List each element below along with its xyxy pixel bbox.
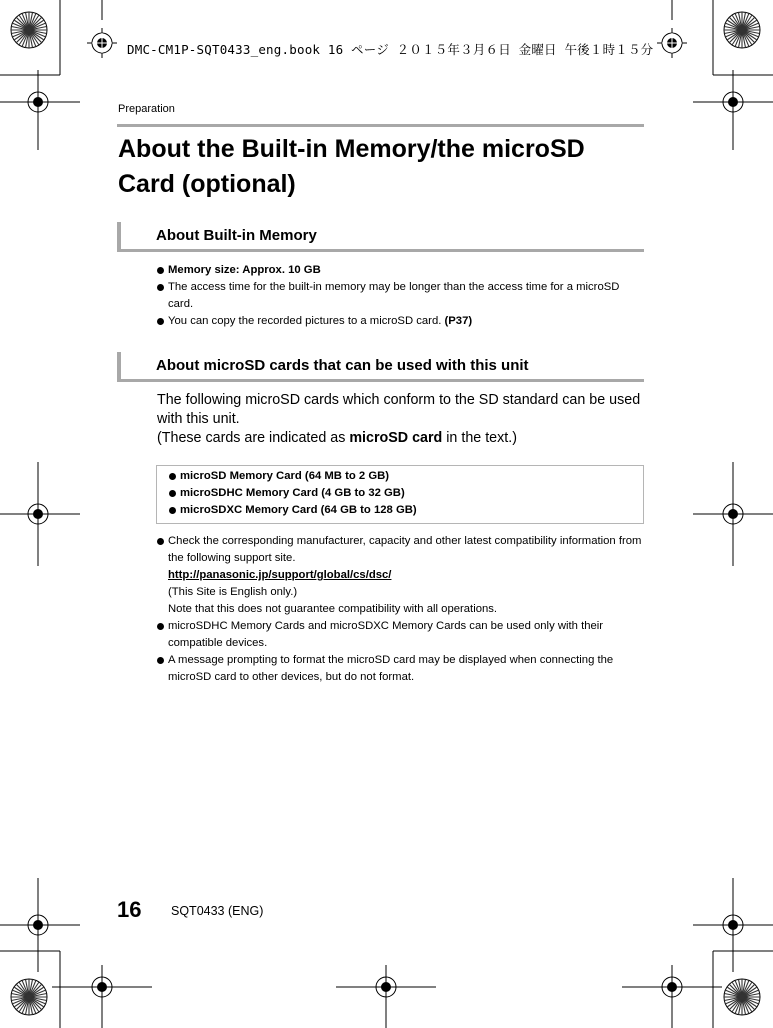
microsd-intro — [157, 391, 647, 448]
document-code: SQT0433 (ENG) — [171, 904, 264, 918]
page-title: About the Built-in Memory/the microSD Card (optional) — [118, 135, 585, 198]
list-item — [169, 468, 417, 485]
list-item — [157, 533, 647, 618]
copy-pictures-text: You can copy the recorded pictures to a microSD card. — [168, 315, 442, 327]
print-header: DMC-CM1P-SQT0433_eng.book 16 ページ ２０１５年３月６日 金曜日 午後１時１５分 — [127, 42, 654, 57]
card-types-list — [169, 468, 417, 519]
site-language-note: (This Site is English only.) — [168, 586, 298, 598]
list-item — [157, 262, 627, 279]
list-item — [157, 313, 627, 330]
list-item — [157, 652, 647, 686]
subheading-text: About microSD cards that can be used with this unit — [156, 357, 529, 374]
compatible-devices-text: microSDHC Memory Cards and microSDXC Memory Cards can be used only with their compatible devices. — [168, 620, 604, 649]
page-number: 16 — [117, 897, 142, 922]
list-item — [169, 502, 417, 519]
support-site-link[interactable]: http://panasonic.jp/support/global/cs/dsc/ — [168, 569, 392, 581]
card-type-microsdhc: microSDHC Memory Card (4 GB to 32 GB) — [180, 487, 405, 499]
list-item — [169, 485, 417, 502]
intro-term: microSD card — [349, 430, 443, 446]
intro-note — [157, 429, 647, 448]
subheading-built-in-memory — [117, 222, 644, 252]
memory-size-text: Memory size: Approx. 10 GB — [168, 264, 321, 276]
built-in-memory-list — [157, 262, 627, 330]
access-time-text: The access time for the built-in memory may be longer than the access time for a microSD card. — [168, 281, 620, 310]
compatibility-check-text: Check the corresponding manufacturer, capacity and other latest compatibility information from the following support site. — [168, 535, 642, 564]
card-type-microsdxc: microSDXC Memory Card (64 GB to 128 GB) — [180, 504, 417, 516]
intro-prefix: (These cards are indicated as — [157, 430, 350, 446]
card-types-box — [156, 465, 644, 524]
format-warning-text: A message prompting to format the microSD card may be displayed when connecting the microSD card to other devices, but do not format. — [168, 654, 614, 683]
subheading-text: About Built-in Memory — [156, 227, 317, 244]
page-reference: (P37) — [444, 315, 473, 327]
title-rule — [117, 124, 644, 127]
list-item — [157, 279, 627, 313]
subheading-microsd-cards — [117, 352, 644, 382]
intro-line: The following microSD cards which conform to the SD standard can be used with this unit. — [157, 392, 641, 427]
microsd-notes-list — [157, 533, 647, 686]
intro-suffix: in the text.) — [442, 430, 517, 446]
card-type-microsd: microSD Memory Card (64 MB to 2 GB) — [180, 470, 390, 482]
list-item — [157, 618, 647, 652]
guarantee-note: Note that this does not guarantee compatibility with all operations. — [168, 603, 498, 615]
section-label: Preparation — [118, 103, 175, 115]
